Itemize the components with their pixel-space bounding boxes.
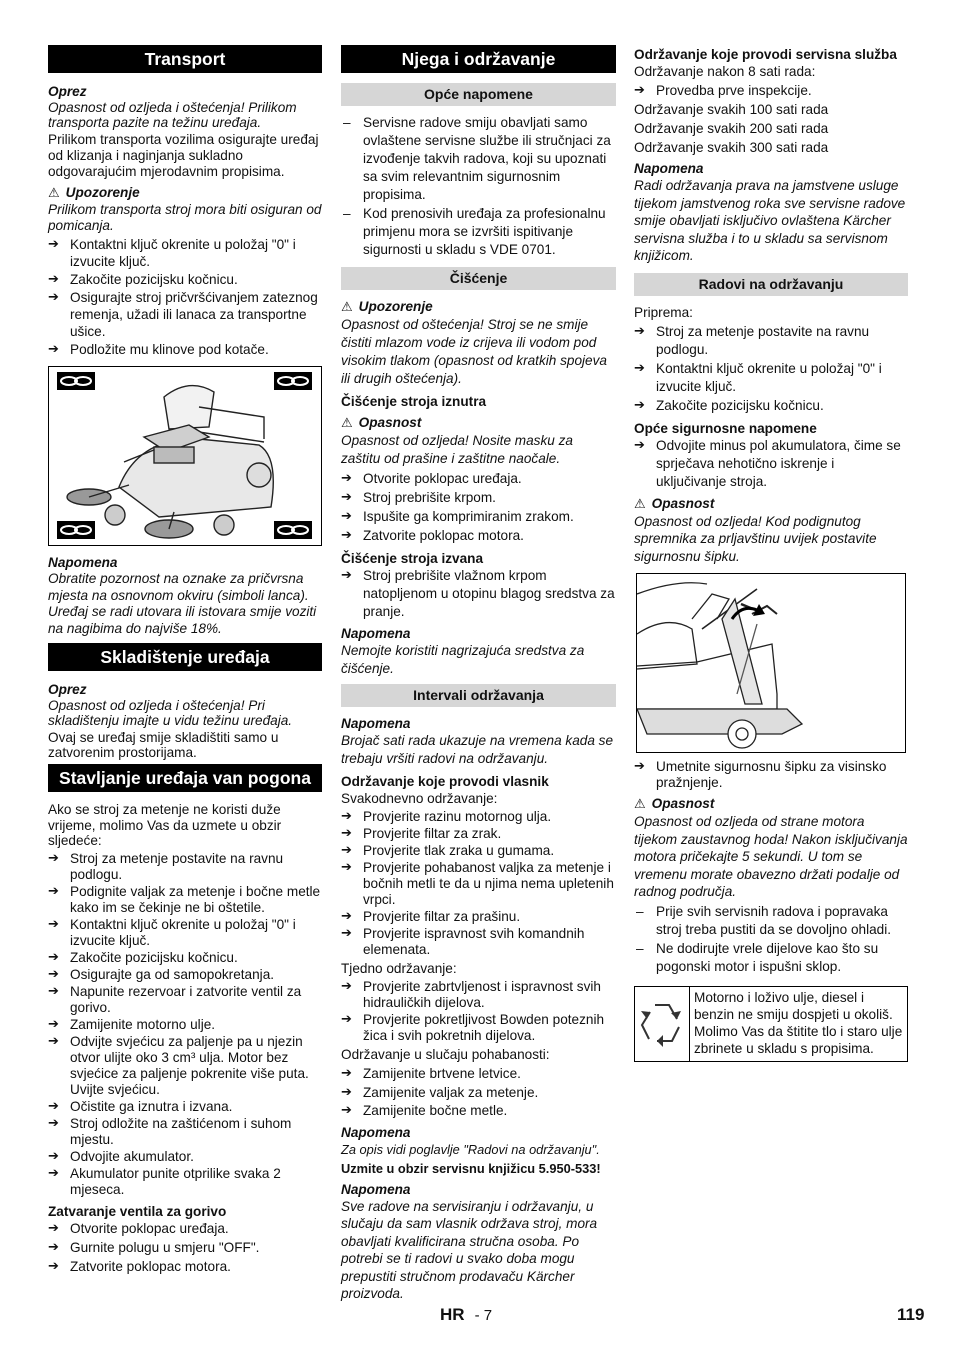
- safety-bar-figure: [636, 573, 906, 753]
- list-item: ➔ Zatvorite poklopac motora.: [341, 527, 616, 545]
- list-item: ➔ Osigurajte ga od samopokretanja.: [48, 967, 322, 983]
- warning-triangle-icon: ⚠: [634, 797, 646, 812]
- list-item: ➔ Provjerite pohabanost valjka za metenje i bočnih metli te da u njima nema upletenih vrpci.: [341, 860, 616, 908]
- section-title-storage: Skladištenje uređaja: [48, 643, 322, 671]
- safety-notes-title: Opće sigurnosne napomene: [634, 420, 817, 436]
- column-middle: [341, 45, 616, 1305]
- subsection-cleaning: Čišćenje: [341, 267, 616, 290]
- note-label: Napomena: [341, 1124, 411, 1140]
- warning-text: Prilikom transporta stroj mora biti osiguran od pomicanja.: [48, 202, 322, 233]
- list-item: ➔ Zamijenite valjak za metenje.: [341, 1084, 616, 1102]
- every-100-hours: Održavanje svakih 100 sati rada: [634, 102, 829, 117]
- danger-label: ⚠ Opasnost: [634, 796, 715, 812]
- section-title-care: Njega i održavanje: [341, 45, 616, 73]
- list-item: ➔ Provjerite filtar za zrak.: [341, 826, 616, 842]
- decommission-intro: Ako se stroj za metenje ne koristi duže vrijeme, molimo Vas da uzmete u obzir sljedeće:: [48, 802, 282, 848]
- list-item: ➔ Stroj odložite na zaštićenom i suhom mjestu.: [48, 1116, 322, 1148]
- note-text: Radi održavanja prava na jamstvene usluge tijekom jamstvenog roka sve servisne radove smije obavljati isključivo ovlaštena Kärcher servisna služba i to u skladu sa servisnom knjižicom.: [634, 178, 906, 263]
- outside-cleaning-title: Čišćenje stroja izvana: [341, 551, 484, 566]
- list-item: ➔ Zakočite pozicijsku kočnicu.: [634, 397, 908, 415]
- list-item: ➔ Umetnite sigurnosnu šipku za visinsko pražnjenje.: [634, 759, 908, 791]
- list-item: ➔ Kontaktni ključ okrenite u položaj "0" i izvucite ključ.: [634, 360, 908, 396]
- fuel-valve-steps: [48, 1220, 322, 1276]
- caution-text: Opasnost od ozljeda i oštećenja! Prilikom transporta pazite na težinu uređaja.: [48, 100, 297, 130]
- list-item: ➔ Podignite valjak za metenje i bočne metle kako im se čekinje ne bi oštetile.: [48, 884, 322, 916]
- danger-text: Opasnost od ozljeda! Kod podignutog spremnika za prljavštinu uvijek postavite sigurnosnu šipku.: [634, 513, 877, 564]
- list-item: ➔ Provjerite razinu motornog ulja.: [341, 809, 616, 825]
- list-item: ➔ Zamijenite motorno ulje.: [48, 1017, 322, 1033]
- list-item: ➔ Odvojite akumulator.: [48, 1149, 322, 1165]
- subsection-maintenance-work: Radovi na održavanju: [634, 273, 908, 296]
- warning-text: Opasnost od oštećenja! Stroj se ne smije čistiti mlazom vode iz crijeva ili vodom pod visokim tlakom (opasnost od kratkih spojeva ili drugih oštećenja).: [341, 317, 607, 386]
- list-item: ➔ Odvijte svjećicu za paljenje pa u njezin otvor ulijte oko 3 cm³ ulja. Motor bez svjećice za paljenje pokrenite više puta. Uvijte svjećicu.: [48, 1034, 322, 1098]
- warning-triangle-icon: ⚠: [341, 416, 353, 431]
- danger-text: Opasnost od ozljeda od strane motora tijekom zaustavnog hoda! Nakon isključivanja motora pričekajte 5 sekundi. U tom se vremenu morate obavezno držati podalje od radnog područja.: [634, 814, 908, 899]
- cooling-notes: [634, 903, 908, 976]
- every-200-hours: Održavanje svakih 200 sati rada: [634, 121, 829, 136]
- subsection-intervals: Intervali održavanja: [341, 684, 616, 707]
- note-text: Obratite pozornost na oznake za pričvrsna mjesta na osnovnom okviru (simboli lanca). Uređaj se radi utovara ili istovara smije voziti na nagibima do najviše 18%.: [48, 571, 317, 636]
- note-label: Napomena: [634, 161, 704, 176]
- list-item: ➔ Provedba prve inspekcije.: [634, 82, 908, 99]
- every-300-hours: Održavanje svakih 300 sati rada: [634, 140, 829, 155]
- environment-note-text: Motorno i loživo ulje, diesel i benzin ne smiju dospjeti u okoliš. Molimo Vas da štitite tlo i staro ulje zbrinete u skladu s propisima.: [694, 989, 903, 1056]
- warning-label: ⚠ Upozorenje: [341, 299, 433, 315]
- caution-label: Oprez: [48, 682, 87, 697]
- list-item: ➔ Zakočite pozicijsku kočnicu.: [48, 950, 322, 966]
- section-title-decommission: Stavljanje uređaja van pogona: [48, 764, 322, 792]
- general-notes: [341, 114, 616, 259]
- subsection-general: Opće napomene: [341, 83, 616, 106]
- caution-text: Opasnost od ozljeda i oštećenja! Pri skladištenju imajte u vidu težinu uređaja.: [48, 698, 293, 728]
- decommission-steps: [48, 851, 322, 1198]
- note-text: Sve radove na servisiranju i održavanju, u slučaju da sam vlasnik održava stroj, mora obavljati kvalificirana stručna osoba. Po potrebi se ti radovi u svako doba mogu prepustiti stručnom prodavaču Kärcher proizvoda.: [341, 1198, 598, 1301]
- list-item: ➔ Provjerite ispravnost svih komandnih elemenata.: [341, 926, 616, 958]
- column-left: [48, 45, 322, 1278]
- daily-label: Svakodnevno održavanje:: [341, 791, 498, 806]
- danger-label: ⚠ Opasnost: [634, 495, 715, 512]
- list-item: ➔ Podložite mu klinove pod kotače.: [48, 341, 322, 358]
- list-item: ➔ Provjerite filtar za prašinu.: [341, 909, 616, 925]
- note-label: Napomena: [341, 716, 411, 731]
- sweeper-illustration: [49, 367, 321, 545]
- service-booklet-note: Uzmite u obzir servisnu knjižicu 5.950-533!: [341, 1160, 601, 1176]
- inside-cleaning-steps: [341, 470, 616, 545]
- list-item: ➔ Stroj prebrišite vlažnom krpom natopljenom u otopinu blagog sredstva za pranje.: [341, 567, 616, 621]
- warning-triangle-icon: ⚠: [48, 186, 60, 201]
- list-item: ➔ Očistite ga iznutra i izvana.: [48, 1099, 322, 1115]
- footer-page-ref: - 7: [474, 1307, 493, 1324]
- list-item: ➔ Zamijenite bočne metle.: [341, 1102, 616, 1120]
- list-item: – Prije svih servisnih radova i popravaka stroj treba pustiti da se dovoljno ohladi.: [634, 903, 908, 939]
- list-item: ➔ Odvojite minus pol akumulatora, čime se sprječava nehotično iskrenje i uključivanje stroja.: [634, 437, 908, 491]
- list-item: ➔ Akumulator punite otprilike svaka 2 mjeseca.: [48, 1166, 322, 1198]
- environment-note-box: [634, 986, 908, 1062]
- wear-steps: [341, 1065, 616, 1120]
- warning-triangle-icon: ⚠: [341, 300, 353, 315]
- inside-cleaning-title: Čišćenje stroja iznutra: [341, 394, 487, 409]
- section-title-transport: Transport: [48, 45, 322, 73]
- weekly-label: Tjedno održavanje:: [341, 961, 457, 976]
- list-item: ➔ Stroj za metenje postavite na ravnu podlogu.: [634, 323, 908, 359]
- transport-intro: Prilikom transporta vozilima osigurajte uređaj od klizanja i naginjanja sukladno odgovarajućim mjerodavnim propisima.: [48, 132, 319, 179]
- list-item: ➔ Stroj za metenje postavite na ravnu podlogu.: [48, 851, 322, 883]
- service-maintenance-title: Održavanje koje provodi servisna služba: [634, 47, 897, 62]
- after-8-steps: [634, 82, 908, 99]
- list-item: – Servisne radove smiju obavljati samo ovlaštene servisne službe ili stručnjaci za izvođenje takvih radova, koji su upoznati sa svim relevantnim sigurnosnim propisima.: [341, 114, 616, 204]
- warning-label: ⚠ Upozorenje: [48, 185, 140, 201]
- outside-cleaning-steps: [341, 567, 616, 621]
- list-item: ➔ Provjerite zabrtvljenost i ispravnost svih hidrauličkih dijelova.: [341, 979, 616, 1011]
- list-item: ➔ Kontaktni ključ okrenite u položaj "0" i izvucite ključ.: [48, 917, 322, 949]
- list-item: ➔ Napunite rezervoar i zatvorite ventil za gorivo.: [48, 984, 322, 1016]
- list-item: ➔ Osigurajte stroj pričvršćivanjem zateznog remenja, užadi ili lanaca za transportne ušice.: [48, 289, 322, 340]
- owner-maintenance-title: Održavanje koje provodi vlasnik: [341, 774, 549, 789]
- list-item: ➔ Zakočite pozicijsku kočnicu.: [48, 271, 322, 288]
- weekly-steps: [341, 979, 616, 1044]
- note-label: Napomena: [341, 626, 411, 641]
- caution-label: Oprez: [48, 84, 87, 99]
- after-figure-steps: [634, 759, 908, 791]
- danger-text: Opasnost od ozljeda! Nosite masku za zaštitu od prašine i zaštitne naočale.: [341, 433, 573, 466]
- safety-steps: [634, 437, 908, 491]
- list-item: ➔ Provjerite pokretljivost Bowden poteznih žica i svih pokretnih dijelova.: [341, 1012, 616, 1044]
- list-item: ➔ Provjerite tlak zraka u gumama.: [341, 843, 616, 859]
- warning-triangle-icon: ⚠: [634, 496, 646, 512]
- column-right: [634, 46, 908, 1062]
- note-label: Napomena: [48, 555, 118, 570]
- list-item: ➔ Kontaktni ključ okrenite u položaj "0" i izvucite ključ.: [48, 236, 322, 270]
- list-item: ➔ Gurnite polugu u smjeru "OFF".: [48, 1239, 322, 1257]
- footer-language: HR - 7: [440, 1305, 493, 1324]
- list-item: ➔ Otvorite poklopac uređaja.: [341, 470, 616, 488]
- transport-steps: [48, 236, 322, 358]
- sweeper-transport-figure: [48, 366, 322, 546]
- list-item: ➔ Stroj prebrišite krpom.: [341, 489, 616, 507]
- fuel-valve-title: Zatvaranje ventila za gorivo: [48, 1203, 227, 1219]
- safety-bar-illustration: [637, 574, 905, 752]
- note-text: Brojač sati rada ukazuje na vremena kada se trebaju vršiti radovi na održavanju.: [341, 733, 614, 766]
- list-item: – Ne dodirujte vrele dijelove kao što su pogonski motor i ispušni sklop.: [634, 940, 908, 976]
- list-item: ➔ Ispušite ga komprimiranim zrakom.: [341, 508, 616, 526]
- preparation-label: Priprema:: [634, 304, 693, 320]
- wear-label: Održavanje u slučaju pohabanosti:: [341, 1047, 550, 1062]
- page-number: 119: [897, 1305, 925, 1324]
- list-item: ➔ Zamijenite brtvene letvice.: [341, 1065, 616, 1083]
- preparation-steps: [634, 323, 908, 415]
- danger-label: ⚠ Opasnost: [341, 415, 422, 431]
- list-item: – Kod prenosivih uređaja za profesionalnu primjenu mora se izvršiti ispitivanje sigurnosti u skladu s VDE 0701.: [341, 205, 616, 259]
- list-item: ➔ Otvorite poklopac uređaja.: [48, 1220, 322, 1238]
- note-label: Napomena: [341, 1181, 411, 1197]
- storage-text: Ovaj se uređaj smije skladištiti samo u zatvorenim prostorijama.: [48, 730, 279, 760]
- daily-steps: [341, 809, 616, 958]
- after-8-hours: Održavanje nakon 8 sati rada:: [634, 64, 816, 79]
- list-item: ➔ Zatvorite poklopac motora.: [48, 1258, 322, 1276]
- recycling-icon: [635, 987, 690, 1061]
- note-text: Nemojte koristiti nagrizajuća sredstva za čišćenje.: [341, 643, 585, 676]
- note-text: Za opis vidi poglavlje "Radovi na održavanju".: [341, 1141, 600, 1157]
